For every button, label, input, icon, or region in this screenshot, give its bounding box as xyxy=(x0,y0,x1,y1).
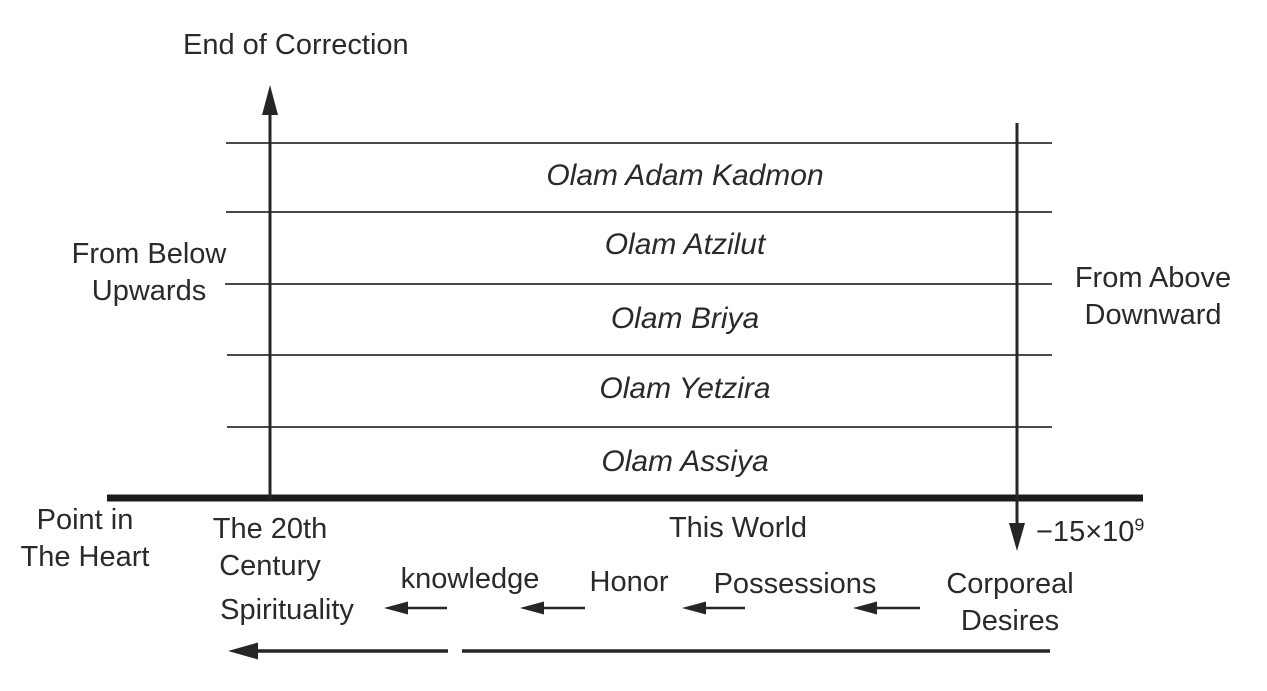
ascent-arrow xyxy=(262,85,278,498)
world-label-atzilut: Olam Atzilut xyxy=(604,228,766,261)
time-value-base: −15×10 xyxy=(1036,516,1135,548)
century-line: Century xyxy=(219,549,321,582)
chain-arrow-corporeal-to-possessions xyxy=(853,602,920,615)
chain-arrow-knowledge-to-spirituality xyxy=(384,602,447,615)
the-heart-line: The Heart xyxy=(20,540,150,573)
desires-line: Desires xyxy=(960,604,1060,637)
this-world-label: This World xyxy=(668,512,808,544)
world-label-yetzira: Olam Yetzira xyxy=(599,372,771,405)
end-of-correction-label: End of Correction xyxy=(183,29,409,61)
honor-label: Honor xyxy=(589,566,669,598)
point-in-the-heart-label xyxy=(21,502,150,575)
time-value-exponent: 9 xyxy=(1134,514,1145,535)
corporeal-desires-label xyxy=(946,566,1073,639)
from-below-line: From Below xyxy=(71,238,227,270)
bottom-progress-arrow xyxy=(228,643,1050,660)
world-label-assiya: Olam Assiya xyxy=(601,445,769,478)
upwards-line: Upwards xyxy=(91,274,207,307)
from-above-line: From Above xyxy=(1074,262,1232,294)
from-above-downward-label xyxy=(1075,260,1231,333)
descent-arrow xyxy=(1009,123,1025,551)
corporeal-line: Corporeal xyxy=(946,568,1074,600)
downward-line: Downward xyxy=(1084,298,1222,331)
chain-arrow-possessions-to-honor xyxy=(682,602,745,615)
time-scale-value xyxy=(1036,514,1144,551)
possessions-label: Possessions xyxy=(713,568,877,600)
world-label-briya: Olam Briya xyxy=(610,302,760,335)
point-in-line: Point in xyxy=(36,504,134,536)
twentieth-century-label xyxy=(213,511,327,584)
the-20th-line: The 20th xyxy=(212,513,328,545)
from-below-upwards-label xyxy=(72,236,227,309)
knowledge-label: knowledge xyxy=(400,563,540,595)
chain-arrow-honor-to-knowledge xyxy=(520,602,585,615)
spirituality-label: Spirituality xyxy=(220,594,354,626)
world-label-adam-kadmon: Olam Adam Kadmon xyxy=(546,159,824,192)
